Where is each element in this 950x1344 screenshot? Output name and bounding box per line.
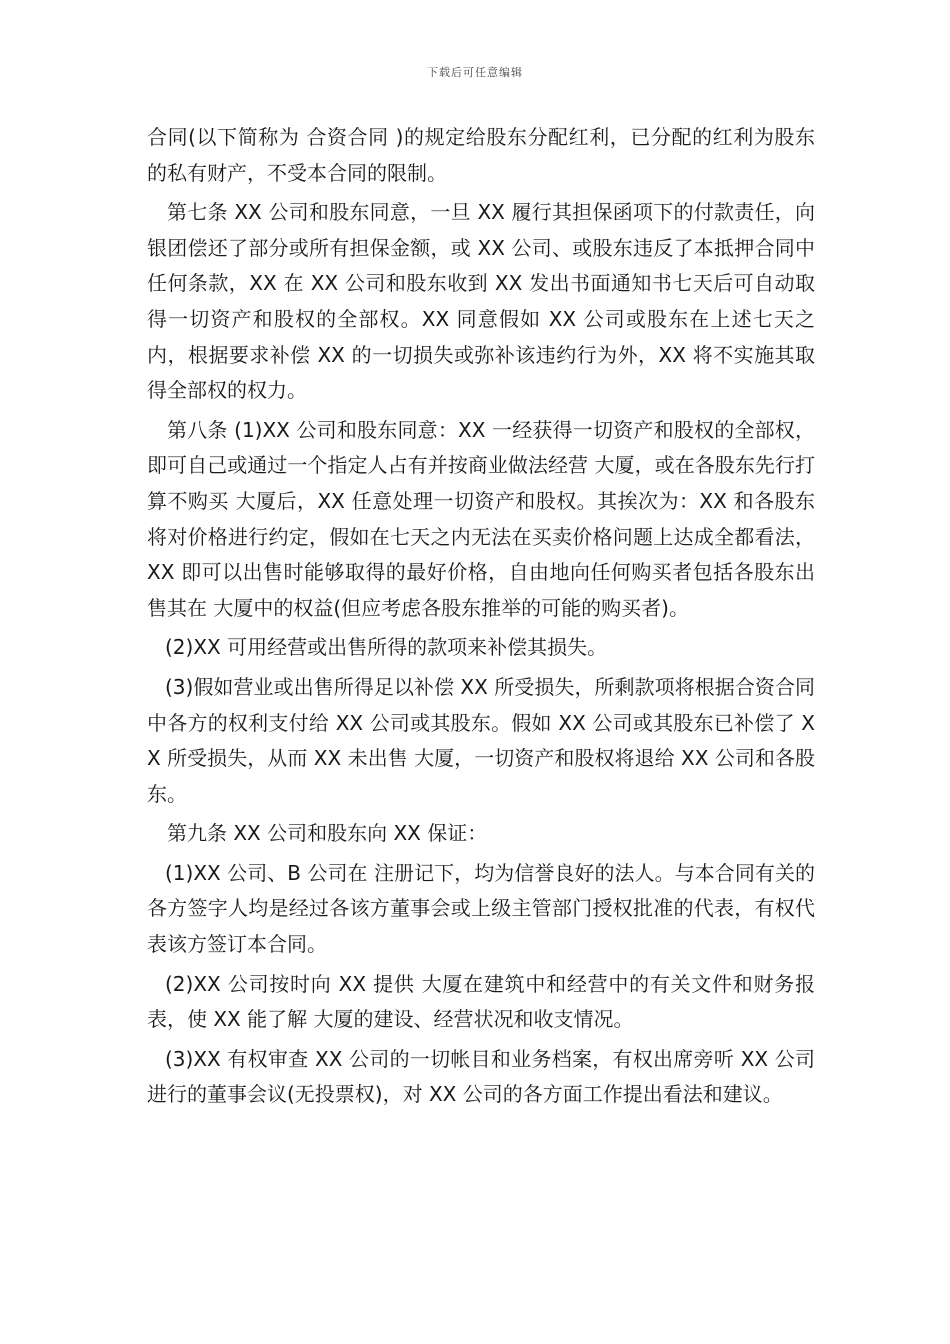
paragraph-article-9-item-3: (3)XX 有权审查 XX 公司的一切帐目和业务档案，有权出席旁听 XX 公司进行的董事会议(无投票权)，对 XX 公司的各方面工作提出看法和建议。: [147, 1046, 815, 1107]
document-body: [147, 120, 815, 1117]
page-header: 下载后可任意编辑: [427, 66, 523, 79]
paragraph-article-8-item-3: (3)假如营业或出售所得足以补偿 XX 所受损失，所剩款项将根据合资合同中各方的权利支付给 XX 公司或其股东。假如 XX 公司或其股东已补偿了 XX 所受损失，从而 XX 未出售 大厦，一切资产和股权将退给 XX 公司和各股东。: [147, 674, 815, 806]
paragraph-article-8-item-2: (2)XX 可用经营或出售所得的款项来补偿其损失。: [165, 635, 608, 660]
paragraph-article-9-heading: 第九条 XX 公司和股东向 XX 保证：: [167, 821, 488, 846]
paragraph-dividend-continuation: 合同(以下简称为 合资合同 )的规定给股东分配红利，已分配的红利为股东的私有财产，不受本合同的限制。: [147, 125, 815, 185]
paragraph-article-9-item-2: (2)XX 公司按时向 XX 提供 大厦在建筑中和经营中的有关文件和财务报表，使 XX 能了解 大厦的建设、经营状况和收支情况。: [147, 971, 815, 1032]
paragraph-article-7: 第七条 XX 公司和股东同意，一旦 XX 履行其担保函项下的付款责任，向银团偿还了部分或所有担保金额，或 XX 公司、或股东违反了本抵押合同中任何条款，XX 在 XX 公司和股东收到 XX 发出书面通知书七天后可自动取得一切资产和股权的全部权。XX 同意假如 XX 公司或股东在上述七天之内，根据要求补偿 XX 的一切损失或弥补该违约行为外，XX 将不实施其取得全部权的权力。: [147, 200, 815, 403]
paragraph-article-9-item-1: (1)XX 公司、B 公司在 注册记下，均为信誉良好的法人。与本合同有关的各方签字人均是经过各该方董事会或上级主管部门授权批准的代表，有权代表该方签订本合同。: [147, 860, 815, 957]
paragraph-article-8-item-1: 第八条 (1)XX 公司和股东同意：XX 一经获得一切资产和股权的全部权，即可自己或通过一个指定人占有并按商业做法经营 大厦，或在各股东先行打算不购买 大厦后，XX 任意处理一切资产和股权。其挨次为：XX 和各股东将对价格进行约定，假如在七天之内无法在买卖价格问题上达成全都看法，XX 即可以出售时能够取得的最好价格，自由地向任何购买者包括各股东出售其在 大厦中的权益(但应考虑各股东推举的可能的购买者)。: [147, 417, 815, 620]
